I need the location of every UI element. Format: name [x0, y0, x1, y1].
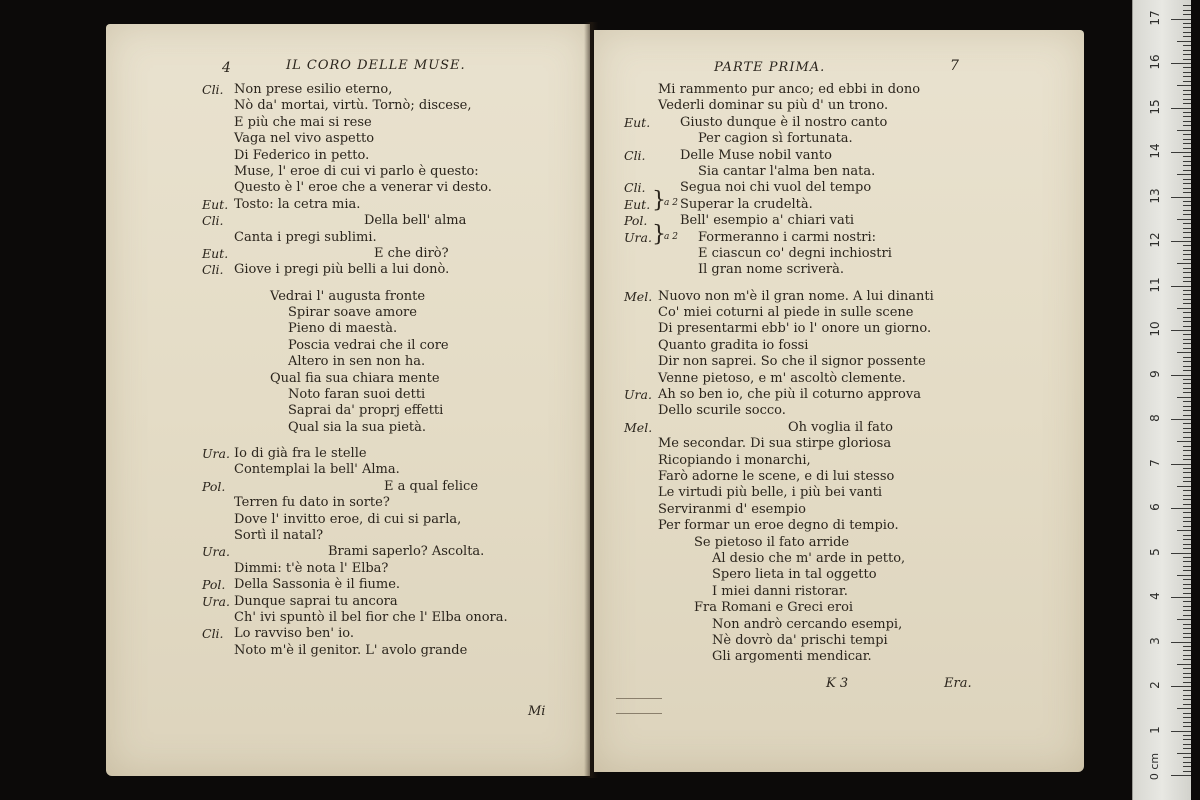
ruler-tick [1183, 67, 1191, 68]
ruler-unit: 0 cm [1148, 752, 1162, 781]
ruler-tick [1183, 504, 1191, 505]
ruler-tick [1183, 557, 1191, 558]
duet-brace: } [652, 222, 666, 247]
page-number: 4 [222, 60, 231, 76]
ruler-tick [1183, 272, 1191, 273]
ruler-tick [1171, 597, 1191, 598]
ruler-tick [1183, 544, 1191, 545]
ruler-tick [1171, 508, 1191, 509]
verse-line: I miei danni ristorar. [712, 583, 848, 599]
verse-line: Dir non saprei. So che il signor possente [658, 354, 926, 370]
verse-line: Quanto gradita io fossi [658, 337, 809, 353]
ruler-tick [1183, 179, 1191, 180]
verse-line: Qual fia sua chiara mente [270, 370, 440, 386]
ruler-tick [1183, 214, 1191, 215]
ruler-tick [1183, 446, 1191, 447]
ruler-tick [1183, 624, 1191, 625]
ruler-tick [1171, 731, 1191, 732]
ruler-tick [1183, 633, 1191, 634]
speaker-label: Ura. [624, 387, 652, 403]
ruler-tick [1183, 116, 1191, 117]
ruler-tick [1183, 254, 1191, 255]
ruler-tick [1177, 263, 1191, 264]
ruler-tick [1183, 726, 1191, 727]
ruler-tick [1183, 27, 1191, 28]
ruler-tick [1183, 539, 1191, 540]
ruler-tick [1183, 481, 1191, 482]
speaker-label: Cli. [202, 262, 224, 278]
ruler-tick [1171, 19, 1191, 20]
ruler-tick [1183, 392, 1191, 393]
verse-line: Per cagion sì fortunata. [698, 131, 853, 147]
ruler-tick [1183, 713, 1191, 714]
verse-line: Saprai da' proprj effetti [288, 403, 444, 419]
ruler-tick [1177, 41, 1191, 42]
verse-line: Della Sassonia è il fiume. [234, 577, 401, 593]
ruler-tick [1183, 339, 1191, 340]
speaker-label: Cli. [624, 180, 646, 196]
verse-line: Di Federico in petto. [234, 147, 370, 163]
ruler-tick [1183, 432, 1191, 433]
ruler-tick [1183, 628, 1191, 629]
catchword: Era. [944, 676, 972, 691]
ruler-tick [1183, 766, 1191, 767]
ruler-tick [1177, 441, 1191, 442]
ruler-tick [1183, 673, 1191, 674]
ruler-tick [1183, 165, 1191, 166]
ruler-number: 15 [1148, 98, 1162, 115]
ruler-tick [1183, 383, 1191, 384]
verse-line: Me secondar. Di sua stirpe gloriosa [658, 436, 892, 452]
ruler-tick [1183, 668, 1191, 669]
ruler-tick [1183, 744, 1191, 745]
ruler-number: 14 [1148, 143, 1162, 159]
verse-line: Ricopiando i monarchi, [658, 452, 811, 468]
ruler-tick [1183, 748, 1191, 749]
verse-line: Brami saperlo? Ascolta. [328, 544, 485, 560]
speaker-label: Eut. [202, 196, 229, 212]
ruler-tick [1183, 610, 1191, 611]
ruler-tick [1183, 232, 1191, 233]
verse-line: Mi rammento pur anco; ed ebbi in dono [658, 82, 921, 97]
ruler-tick [1177, 308, 1191, 309]
ruler-tick [1171, 464, 1191, 465]
verse-line: Segua noi chi vuol del tempo [680, 180, 872, 196]
verse-line: Questo è l' eroe che a venerar vi desto. [234, 180, 492, 196]
ruler-number: 5 [1148, 547, 1162, 556]
ruler-tick [1177, 708, 1191, 709]
signature-mark: K 3 [826, 676, 849, 691]
ruler-tick [1183, 201, 1191, 202]
speaker-label: Cli. [624, 147, 646, 163]
speaker-label: Pol. [202, 577, 226, 593]
ruler-tick [1171, 108, 1191, 109]
ruler-tick [1171, 686, 1191, 687]
running-header: IL CORO DELLE MUSE. [286, 58, 466, 73]
ruler-tick [1183, 735, 1191, 736]
ruler-tick [1171, 152, 1191, 153]
verse-line: Vedrai l' augusta fronte [270, 288, 426, 304]
measuring-ruler [1132, 0, 1191, 800]
verse-line: Spero lieta in tal oggetto [712, 567, 877, 583]
verse-line: Fra Romani e Greci eroi [694, 600, 854, 616]
verse-line: Farò adorne le scene, e di lui stesso [658, 469, 895, 485]
verse-line: Oh voglia il fato [788, 419, 893, 435]
duet-brace: } [652, 188, 666, 213]
ruler-tick [1183, 455, 1191, 456]
ruler-tick [1183, 566, 1191, 567]
ruler-tick [1183, 112, 1191, 113]
ruler-tick [1183, 410, 1191, 411]
ruler-tick [1183, 10, 1191, 11]
verse-line: Le virtudi più belle, i più bei vanti [658, 485, 883, 501]
verse-line: Sia cantar l'alma ben nata. [698, 164, 876, 179]
ruler-tick [1183, 90, 1191, 91]
ruler-tick [1171, 63, 1191, 64]
verse-line: Nè dovrò da' prischi tempi [712, 633, 888, 649]
ruler-tick [1183, 303, 1191, 304]
ruler-tick [1183, 757, 1191, 758]
ruler-tick [1183, 103, 1191, 104]
ruler-tick [1183, 615, 1191, 616]
ruler-tick [1183, 277, 1191, 278]
ruler-tick [1183, 690, 1191, 691]
ruler-tick [1183, 370, 1191, 371]
ruler-tick [1183, 312, 1191, 313]
verse-line: E a qual felice [384, 478, 479, 494]
ruler-number: 6 [1148, 503, 1162, 511]
verse-line: Io di già fra le stelle [234, 446, 367, 462]
ruler-tick [1183, 250, 1191, 251]
ruler-number: 13 [1148, 187, 1162, 204]
verse-line: Bell' esempio a' chiari vati [680, 213, 855, 229]
ruler-tick [1177, 130, 1191, 131]
ruler-tick [1183, 50, 1191, 51]
ruler-tick [1183, 561, 1191, 562]
verse-line: Canta i pregi sublimi. [234, 229, 377, 245]
ruler-tick [1171, 642, 1191, 643]
ruler-tick [1183, 326, 1191, 327]
ruler-tick [1183, 125, 1191, 126]
ruler-tick [1183, 490, 1191, 491]
verse-line: Muse, l' eroe di cui vi parlo è questo: [234, 164, 479, 179]
ruler-tick [1177, 753, 1191, 754]
verse-line: Altero in sen non ha. [288, 354, 426, 370]
ruler-tick [1183, 771, 1191, 772]
verse-line: Venne pietoso, e m' ascoltò clemente. [658, 370, 906, 386]
ruler-tick [1177, 486, 1191, 487]
ruler-tick [1171, 553, 1191, 554]
verse-line: E ciascun co' degni inchiostri [698, 246, 892, 261]
ruler-tick [1183, 54, 1191, 55]
ruler-tick [1183, 32, 1191, 33]
ruler-tick [1183, 593, 1191, 594]
ruler-tick [1183, 517, 1191, 518]
verse-line: Gli argomenti mendicar. [712, 649, 872, 665]
ruler-tick [1183, 655, 1191, 656]
ruler-tick [1183, 143, 1191, 144]
ruler-tick [1183, 695, 1191, 696]
ruler-tick [1177, 352, 1191, 353]
ruler-tick [1183, 343, 1191, 344]
verse-line: Dove l' invitto eroe, di cui si parla, [234, 511, 462, 527]
ruler-tick [1183, 81, 1191, 82]
duet-marker: a 2 [664, 232, 678, 242]
ruler-tick [1183, 357, 1191, 358]
speaker-label: Mel. [624, 288, 653, 304]
ruler-tick [1183, 495, 1191, 496]
ruler-tick [1183, 94, 1191, 95]
verse-line: Ah so ben io, che più il coturno approva [658, 387, 921, 403]
ruler-tick [1183, 156, 1191, 157]
ruler-tick [1183, 268, 1191, 269]
ruler-tick [1177, 530, 1191, 531]
speaker-label: Pol. [624, 213, 648, 229]
verse-line: Giusto dunque è il nostro canto [680, 114, 888, 130]
verse-line: Poscia vedrai che il core [288, 337, 449, 353]
verse-line: Di presentarmi ebb' io l' onore un giorno. [658, 321, 932, 337]
ruler-tick [1183, 477, 1191, 478]
verse-line: Dello scurile socco. [658, 403, 786, 419]
verse-line: Al desio che m' arde in petto, [712, 551, 906, 567]
ruler-tick [1183, 294, 1191, 295]
ruler-number: 1 [1148, 725, 1162, 734]
running-header: PARTE PRIMA. [714, 60, 826, 75]
ruler-tick [1183, 584, 1191, 585]
ruler-tick [1183, 472, 1191, 473]
verse-line: Giove i pregi più belli a lui donò. [234, 262, 450, 278]
speaker-label: Ura. [202, 544, 230, 560]
ruler-tick [1183, 468, 1191, 469]
ruler-tick [1183, 299, 1191, 300]
ruler-tick [1171, 330, 1191, 331]
verse-line: Per formar un eroe degno di tempio. [658, 518, 899, 534]
ruler-tick [1183, 762, 1191, 763]
verse-line: Qual sia la sua pietà. [288, 419, 427, 435]
ruler-tick [1183, 14, 1191, 15]
ruler-tick [1183, 717, 1191, 718]
speaker-label: Mel. [624, 419, 653, 435]
ruler-tick [1183, 361, 1191, 362]
verse-line: Noto m'è il genitor. L' avolo grande [234, 642, 468, 658]
speaker-label: Eut. [624, 196, 651, 212]
ruler-tick [1183, 512, 1191, 513]
ruler-tick [1183, 677, 1191, 678]
ruler-tick [1171, 197, 1191, 198]
verse-line: Se pietoso il fato arride [694, 534, 850, 550]
left-page [106, 24, 590, 776]
verse-line: Non prese esilio eterno, [234, 82, 393, 97]
ruler-tick [1183, 99, 1191, 100]
ruler-tick [1183, 379, 1191, 380]
ruler-tick [1183, 321, 1191, 322]
ruler-tick [1183, 76, 1191, 77]
ruler-tick [1183, 161, 1191, 162]
speaker-label: Eut. [202, 246, 229, 261]
ruler-tick [1183, 139, 1191, 140]
ruler-tick [1183, 682, 1191, 683]
verse-line: Nuovo non m'è il gran nome. A lui dinanti [658, 288, 934, 304]
verse-line: Vaga nel vivo aspetto [234, 131, 375, 147]
verse-line: Serviranmi d' esempio [658, 501, 806, 517]
ruler-tick [1183, 428, 1191, 429]
ruler-tick [1183, 450, 1191, 451]
ruler-tick [1183, 588, 1191, 589]
ruler-tick [1183, 237, 1191, 238]
ruler-tick [1183, 121, 1191, 122]
ruler-number: 8 [1148, 414, 1162, 422]
verse-line: Dimmi: t'è nota l' Elba? [234, 560, 389, 576]
verse-line: Sortì il natal? [234, 528, 324, 544]
ruler-tick [1177, 664, 1191, 665]
verse-line: Tosto: la cetra mia. [234, 196, 361, 212]
ruler-tick [1177, 619, 1191, 620]
speaker-label: Cli. [202, 82, 224, 97]
speaker-label: Ura. [202, 593, 230, 609]
ruler-tick [1183, 521, 1191, 522]
ruler-number: 17 [1148, 9, 1162, 26]
ruler-tick [1177, 397, 1191, 398]
ruler-tick [1183, 72, 1191, 73]
ruler-tick [1183, 36, 1191, 37]
ruler-tick [1183, 334, 1191, 335]
ruler-tick [1183, 170, 1191, 171]
ruler-tick [1183, 601, 1191, 602]
ruler-number: 16 [1148, 54, 1162, 70]
duet-marker: a 2 [664, 198, 678, 208]
ruler-number: 7 [1148, 458, 1162, 467]
ruler-tick [1183, 259, 1191, 260]
ruler-tick [1183, 366, 1191, 367]
ruler-tick [1183, 228, 1191, 229]
ruler-tick [1183, 606, 1191, 607]
ruler-tick [1183, 23, 1191, 24]
right-page [594, 30, 1084, 772]
ruler-tick [1183, 415, 1191, 416]
ruler-tick [1177, 174, 1191, 175]
ruler-tick [1183, 739, 1191, 740]
ruler-tick [1183, 499, 1191, 500]
verse-line: Dunque saprai tu ancora [234, 593, 398, 609]
ruler-tick [1183, 459, 1191, 460]
ruler-tick [1183, 188, 1191, 189]
ruler-tick [1183, 722, 1191, 723]
ruler-tick [1171, 775, 1191, 776]
verse-line: Vederli dominar su più d' un trono. [658, 98, 889, 114]
verse-line: E che dirò? [374, 246, 449, 261]
verse-line: Co' miei coturni al piede in sulle scene [658, 305, 914, 321]
ruler-tick [1171, 419, 1191, 420]
ruler-tick [1183, 59, 1191, 60]
verse-line: Pieno di maestà. [288, 321, 398, 337]
verse-line: Formeranno i carmi nostri: [698, 229, 877, 245]
ruler-tick [1183, 388, 1191, 389]
ruler-tick [1183, 245, 1191, 246]
speaker-label: Ura. [624, 229, 652, 245]
ruler-tick [1183, 579, 1191, 580]
ruler-tick [1171, 286, 1191, 287]
ruler-tick [1183, 646, 1191, 647]
verse-line: Superar la crudeltà. [680, 196, 813, 212]
ruler-tick [1183, 148, 1191, 149]
ruler-number: 4 [1148, 592, 1162, 600]
ruler-tick [1183, 650, 1191, 651]
ruler-tick [1183, 205, 1191, 206]
ruler-tick [1183, 406, 1191, 407]
ruler-number: 9 [1148, 369, 1162, 378]
ruler-number: 12 [1148, 232, 1162, 248]
ruler-tick [1183, 281, 1191, 282]
ruler-tick [1183, 192, 1191, 193]
verse-line: Delle Muse nobil vanto [680, 147, 832, 163]
ruler-tick [1183, 570, 1191, 571]
ruler-tick [1183, 210, 1191, 211]
ruler-tick [1183, 535, 1191, 536]
ruler-tick [1183, 401, 1191, 402]
ruler-tick [1183, 526, 1191, 527]
ruler-tick [1183, 183, 1191, 184]
ruler-tick [1183, 317, 1191, 318]
verse-line: Della bell' alma [364, 213, 467, 229]
ruler-tick [1183, 548, 1191, 549]
ruler-tick [1177, 575, 1191, 576]
library-stamp [616, 698, 662, 714]
ruler-number: 3 [1148, 636, 1162, 645]
verse-line: Noto faran suoi detti [288, 387, 426, 403]
speaker-label: Ura. [202, 446, 230, 462]
ruler-number: 10 [1148, 321, 1162, 337]
verse-line: Non andrò cercando esempi, [712, 616, 903, 632]
speaker-label: Pol. [202, 478, 226, 494]
ruler-tick [1183, 637, 1191, 638]
ruler-tick [1183, 290, 1191, 291]
catchword: Mi [528, 704, 546, 719]
ruler-tick [1183, 699, 1191, 700]
ruler-tick [1177, 219, 1191, 220]
ruler-tick [1183, 45, 1191, 46]
verse-line: Contemplai la bell' Alma. [234, 462, 400, 478]
ruler-tick [1183, 437, 1191, 438]
ruler-tick [1183, 423, 1191, 424]
ruler-tick [1171, 375, 1191, 376]
verse-line: Spirar soave amore [288, 305, 417, 321]
verse-line: E più che mai si rese [234, 114, 372, 130]
ruler-tick [1183, 5, 1191, 6]
ruler-tick [1183, 348, 1191, 349]
speaker-label: Cli. [202, 626, 224, 642]
ruler-number: 11 [1148, 276, 1162, 293]
verse-line: Nò da' mortai, virtù. Tornò; discese, [234, 98, 472, 114]
verse-line: Lo ravviso ben' io. [234, 626, 355, 642]
ruler-tick [1183, 223, 1191, 224]
ruler-tick [1183, 134, 1191, 135]
ruler-tick [1183, 704, 1191, 705]
speaker-label: Cli. [202, 213, 224, 229]
page-number: 7 [950, 58, 959, 74]
verse-line: Ch' ivi spuntò il bel fior che l' Elba onora. [234, 610, 508, 626]
speaker-label: Eut. [624, 114, 651, 130]
ruler-tick [1177, 85, 1191, 86]
verse-line: Il gran nome scriverà. [698, 262, 845, 278]
ruler-tick [1171, 241, 1191, 242]
ruler-tick [1183, 659, 1191, 660]
verse-line: Terren fu dato in sorte? [234, 495, 390, 511]
ruler-number: 2 [1148, 681, 1162, 689]
